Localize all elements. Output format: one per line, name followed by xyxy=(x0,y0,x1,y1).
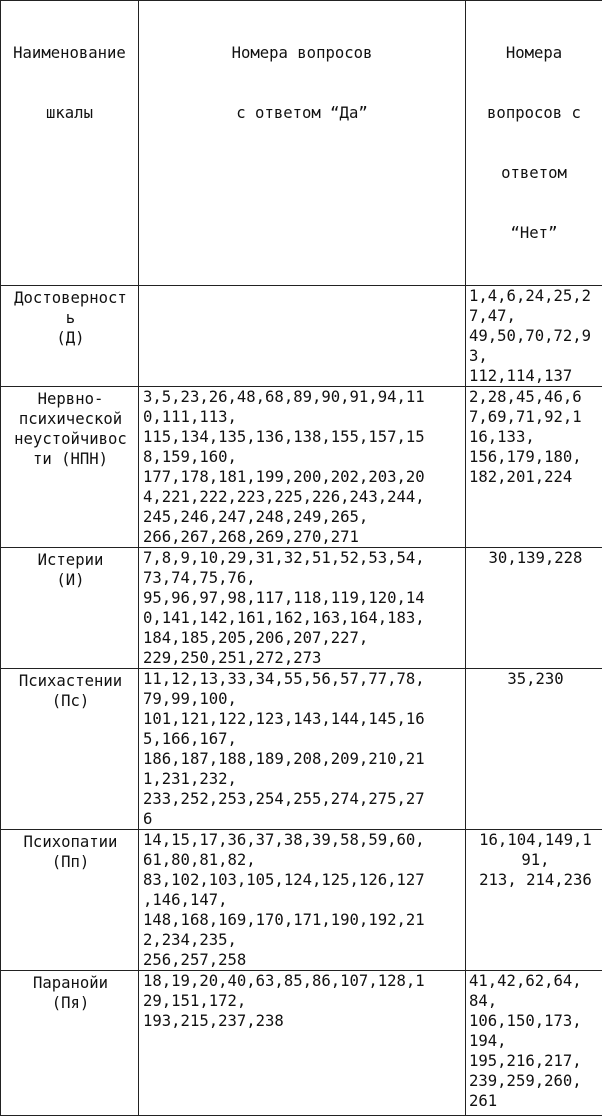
yes-answers-cell-line: 8,159,160, xyxy=(143,447,463,467)
scale-name-cell-line: Паранойи xyxy=(5,973,136,993)
yes-answers-cell-line: 193,215,237,238 xyxy=(143,1011,463,1031)
no-answers-cell-line: 30,139,228 xyxy=(469,548,602,568)
yes-answers-cell-line: 79,99,100, xyxy=(143,689,463,709)
scale-name-cell-line: (Пя) xyxy=(5,993,136,1013)
yes-answers-cell-line: 0,141,142,161,162,163,164,183, xyxy=(143,608,463,628)
yes-answers-cell-line: 18,19,20,40,63,85,86,107,128,1 xyxy=(143,971,463,991)
no-answers-cell-line: 106,150,173, xyxy=(469,1011,602,1031)
table-row xyxy=(1,387,602,548)
yes-answers-cell xyxy=(139,971,466,1116)
header-no-answers-line: вопросов с xyxy=(468,103,600,123)
header-row xyxy=(1,1,602,286)
header-no-answers-line: ответом xyxy=(468,163,600,183)
no-answers-cell xyxy=(466,971,602,1116)
yes-answers-cell-line: 229,250,251,272,273 xyxy=(143,648,463,668)
scale-name-cell-line: Достоверност xyxy=(5,288,136,308)
scale-name-cell xyxy=(1,548,139,669)
no-answers-cell-line: 156,179,180, xyxy=(469,447,602,467)
no-answers-cell-line: 49,50,70,72,9 xyxy=(469,326,602,346)
yes-answers-cell-line: 14,15,17,36,37,38,39,58,59,60, xyxy=(143,830,463,850)
no-answers-cell-line: 1,4,6,24,25,2 xyxy=(469,286,602,306)
yes-answers-cell-line: 148,168,169,170,171,190,192,21 xyxy=(143,910,463,930)
no-answers-cell-line: 182,201,224 xyxy=(469,467,602,487)
no-answers-cell-line: 2,28,45,46,6 xyxy=(469,387,602,407)
yes-answers-cell-line: ,146,147, xyxy=(143,890,463,910)
scale-name-cell-line: неустойчивос xyxy=(5,429,136,449)
header-no-answers-line: “Нет” xyxy=(468,223,600,243)
yes-answers-cell-line: 6 xyxy=(143,809,463,829)
yes-answers-cell-line: 11,12,13,33,34,55,56,57,77,78, xyxy=(143,669,463,689)
no-answers-cell-line: 84, xyxy=(469,991,602,1011)
no-answers-cell xyxy=(466,830,602,971)
table-row xyxy=(1,971,602,1116)
yes-answers-cell-line: 1,231,232, xyxy=(143,769,463,789)
yes-answers-cell-line: 177,178,181,199,200,202,203,20 xyxy=(143,467,463,487)
no-answers-cell xyxy=(466,669,602,830)
scale-name-cell-line: Психопатии xyxy=(5,832,136,852)
scale-name-cell xyxy=(1,387,139,548)
yes-answers-cell-line: 95,96,97,98,117,118,119,120,14 xyxy=(143,588,463,608)
yes-answers-cell-line: 115,134,135,136,138,155,157,15 xyxy=(143,427,463,447)
scale-name-cell xyxy=(1,971,139,1116)
table-row xyxy=(1,548,602,669)
no-answers-cell-line: 3, xyxy=(469,346,602,366)
yes-answers-cell-line: 101,121,122,123,143,144,145,16 xyxy=(143,709,463,729)
yes-answers-cell-line: 2,234,235, xyxy=(143,930,463,950)
scale-name-cell-line: (Д) xyxy=(5,328,136,348)
no-answers-cell-line: 16,133, xyxy=(469,427,602,447)
scale-name-cell-line: (Пп) xyxy=(5,852,136,872)
scale-name-cell-line: ь xyxy=(5,308,136,328)
header-scale-name xyxy=(1,1,139,286)
scale-name-cell-line: (Пс) xyxy=(5,691,136,711)
yes-answers-cell-line: 256,257,258 xyxy=(143,950,463,970)
no-answers-cell xyxy=(466,387,602,548)
no-answers-cell-line: 35,230 xyxy=(469,669,602,689)
yes-answers-cell-line: 29,151,172, xyxy=(143,991,463,1011)
scale-name-cell-line: Истерии xyxy=(5,550,136,570)
no-answers-cell-line: 112,114,137 xyxy=(469,366,602,386)
yes-answers-cell-line: 3,5,23,26,48,68,89,90,91,94,11 xyxy=(143,387,463,407)
scale-name-cell-line: Психастении xyxy=(5,671,136,691)
header-no-answers xyxy=(466,1,602,286)
yes-answers-cell-line: 245,246,247,248,249,265, xyxy=(143,507,463,527)
no-answers-cell-line: 41,42,62,64, xyxy=(469,971,602,991)
no-answers-cell-line: 91, xyxy=(469,850,602,870)
scales-table-body xyxy=(1,1,602,1116)
no-answers-cell-line: 261 xyxy=(469,1091,602,1111)
scale-name-cell-line: ти (НПН) xyxy=(5,449,136,469)
yes-answers-cell xyxy=(139,830,466,971)
yes-answers-cell-line: 83,102,103,105,124,125,126,127 xyxy=(143,870,463,890)
scale-name-cell xyxy=(1,286,139,387)
scale-name-cell-line: (И) xyxy=(5,570,136,590)
yes-answers-cell-line: 61,80,81,82, xyxy=(143,850,463,870)
yes-answers-cell-line: 184,185,205,206,207,227, xyxy=(143,628,463,648)
yes-answers-cell-line: 7,8,9,10,29,31,32,51,52,53,54, xyxy=(143,548,463,568)
header-scale-name-line: шкалы xyxy=(3,103,136,123)
yes-answers-cell xyxy=(139,387,466,548)
header-scale-name-line: Наименование xyxy=(3,43,136,63)
yes-answers-cell-line: 5,166,167, xyxy=(143,729,463,749)
no-answers-cell-line: 194, xyxy=(469,1031,602,1051)
no-answers-cell-line: 239,259,260, xyxy=(469,1071,602,1091)
yes-answers-cell-line: 186,187,188,189,208,209,210,21 xyxy=(143,749,463,769)
scale-name-cell-line: Нервно- xyxy=(5,389,136,409)
yes-answers-cell xyxy=(139,286,466,387)
table-row xyxy=(1,669,602,830)
table-row xyxy=(1,286,602,387)
no-answers-cell-line: 16,104,149,1 xyxy=(469,830,602,850)
no-answers-cell-line: 213, 214,236 xyxy=(469,870,602,890)
no-answers-cell xyxy=(466,548,602,669)
header-no-answers-line: Номера xyxy=(468,43,600,63)
yes-answers-cell xyxy=(139,669,466,830)
yes-answers-cell-line: 233,252,253,254,255,274,275,27 xyxy=(143,789,463,809)
no-answers-cell xyxy=(466,286,602,387)
no-answers-cell-line: 195,216,217, xyxy=(469,1051,602,1071)
yes-answers-cell-line: 4,221,222,223,225,226,243,244, xyxy=(143,487,463,507)
header-yes-answers-line: Номера вопросов xyxy=(141,43,463,63)
no-answers-cell-line: 7,47, xyxy=(469,306,602,326)
no-answers-cell-line: 7,69,71,92,1 xyxy=(469,407,602,427)
header-yes-answers-line: с ответом “Да” xyxy=(141,103,463,123)
header-yes-answers xyxy=(139,1,466,286)
scale-name-cell xyxy=(1,830,139,971)
table-row xyxy=(1,830,602,971)
yes-answers-cell-line: 73,74,75,76, xyxy=(143,568,463,588)
scale-name-cell-line: психической xyxy=(5,409,136,429)
yes-answers-cell-line: 266,267,268,269,270,271 xyxy=(143,527,463,547)
scale-name-cell xyxy=(1,669,139,830)
yes-answers-cell xyxy=(139,548,466,669)
yes-answers-cell-line: 0,111,113, xyxy=(143,407,463,427)
